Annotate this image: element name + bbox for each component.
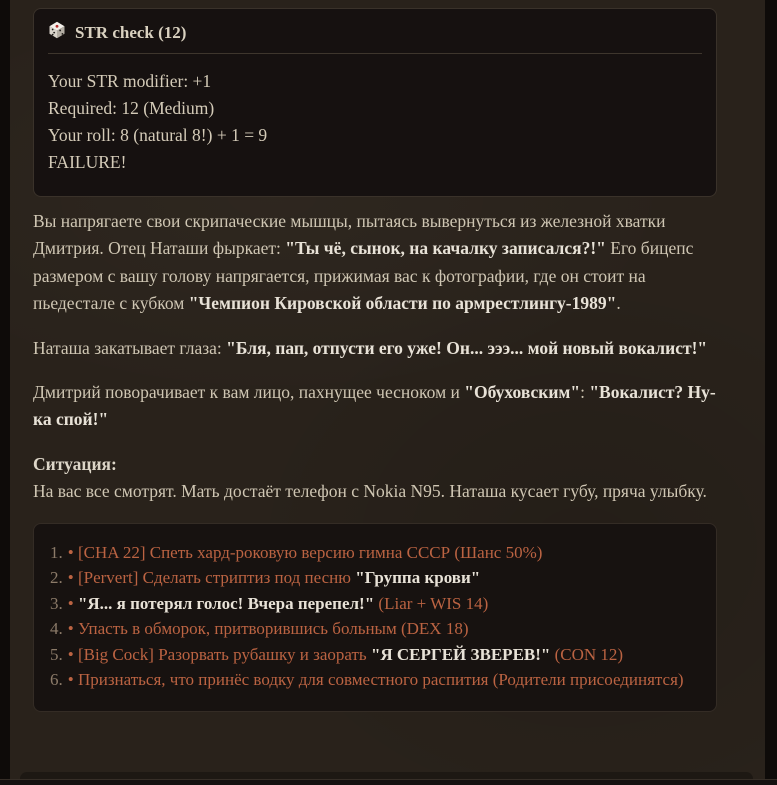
- narrative-paragraph: Наташа закатывает глаза: "Бля, пап, отпусти его уже! Он... эээ... мой новый вокалист!": [33, 337, 708, 358]
- option-item-1[interactable]: [50, 540, 700, 566]
- narrative-paragraph: Вы напрягаете свои скрипаческие мышцы, пытаясь вывернуться из железной хватки Дмитрия. Отец Наташи фыркает: "Ты чё, сынок, на качалку записался?!" Его бицепс размером с вашу голову напрягается, прижимая вас к фотографии, где он стоит на пьедестале с кубком "Чемпион Кировской области по армрестлингу-1989".: [33, 211, 694, 314]
- option-number: 5.: [50, 644, 63, 664]
- right-edge-strip: [765, 0, 777, 785]
- option-item-6[interactable]: [50, 667, 700, 693]
- option-number: 1.: [50, 542, 63, 562]
- option-item-3[interactable]: [50, 591, 700, 617]
- check-roll-line: Your roll: 8 (natural 8!) + 1 = 9: [48, 125, 268, 145]
- skill-check-card: [33, 8, 717, 197]
- check-required-line: Required: 12 (Medium): [48, 98, 215, 118]
- left-edge-strip: [0, 0, 10, 785]
- option-text: • Признаться, что принёс водку для совместного распития (Родители присоединятся): [67, 670, 684, 690]
- narrative-paragraph: Дмитрий поворачивает к вам лицо, пахнущее чесноком и "Обуховским": "Вокалист? Ну-ка спой!": [33, 382, 716, 430]
- situation-text: На вас все смотрят. Мать достаёт телефон с Nokia N95. Наташа кусает губу, пряча улыбку.: [33, 481, 707, 502]
- option-text: • [Pervert] Сделать стриптиз под песню "Группа крови": [67, 568, 481, 588]
- option-item-5[interactable]: [50, 642, 700, 668]
- chat-content: [10, 0, 765, 712]
- option-text: • [CHA 22] Спеть хард-роковую версию гимна СССР (Шанс 50%): [67, 542, 543, 562]
- skill-check-header: [48, 21, 702, 54]
- option-item-4[interactable]: [50, 616, 700, 642]
- option-item-2[interactable]: [50, 565, 700, 591]
- check-result-line: FAILURE!: [48, 152, 127, 172]
- narrative-text: [33, 208, 717, 506]
- die-icon: [48, 21, 66, 44]
- option-number: 6.: [50, 670, 63, 690]
- option-text: • "Я... я потерял голос! Вчера перепел!" (Liar + WIS 14): [67, 593, 489, 613]
- situation-label: Ситуация:: [33, 453, 117, 474]
- option-number: 2.: [50, 568, 63, 588]
- option-text: • Упасть в обморок, притворившись больным (DEX 18): [67, 619, 469, 639]
- situation-paragraph: [33, 451, 717, 506]
- bottom-divider-bar: [0, 779, 777, 785]
- check-modifier-line: Your STR modifier: +1: [48, 71, 212, 91]
- option-text: • [Big Cock] Разорвать рубашку и заорать "Я СЕРГЕЙ ЗВЕРЕВ!" (CON 12): [67, 644, 624, 664]
- options-card: [33, 523, 717, 712]
- option-number: 3.: [50, 593, 63, 613]
- skill-check-body: [48, 68, 702, 176]
- option-number: 4.: [50, 619, 63, 639]
- skill-check-title: STR check (12): [75, 22, 187, 42]
